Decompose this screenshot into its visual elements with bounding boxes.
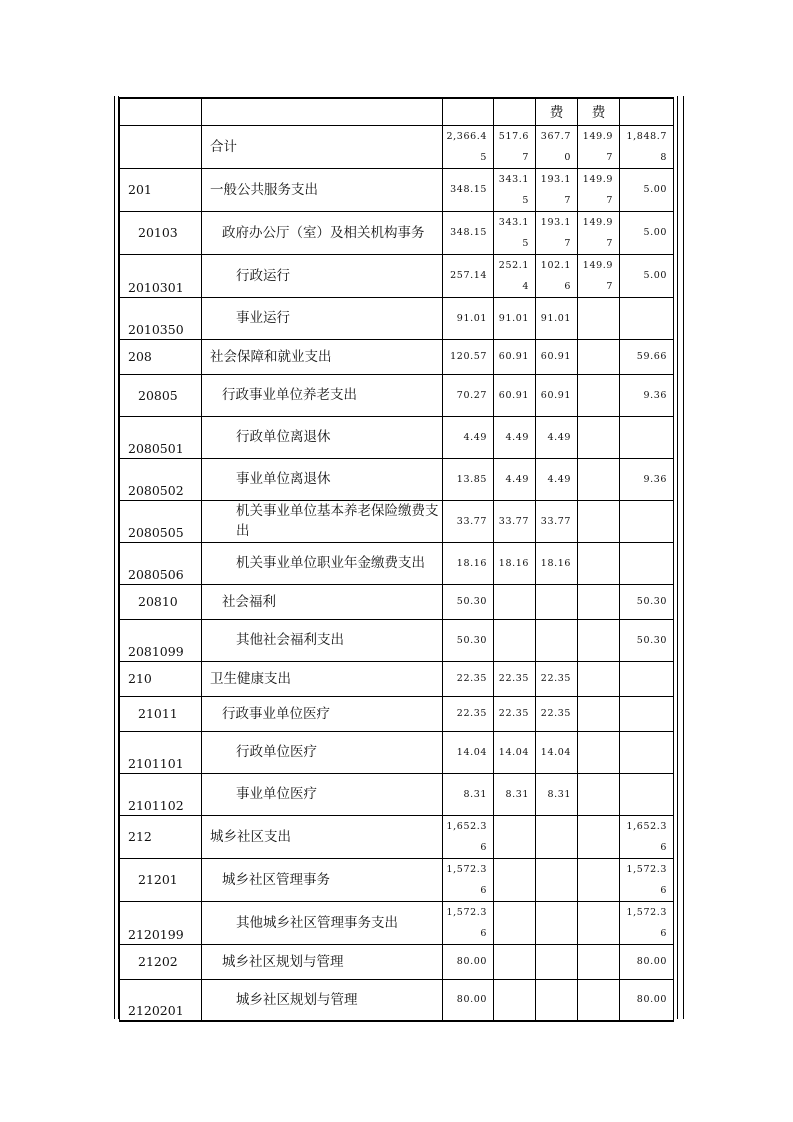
amount-cell-v3: 60.91 <box>536 339 578 374</box>
amount-cell-v3: 102.1 6 <box>536 254 578 297</box>
amount-cell-v2: 22.35 <box>494 661 536 696</box>
amount-cell-v1: 120.57 <box>443 339 494 374</box>
table-row <box>120 500 674 542</box>
amount-cell-v4 <box>578 374 620 416</box>
header-cell <box>202 98 443 125</box>
subject-name-cell: 事业单位离退休 <box>202 458 443 500</box>
amount-cell-v3 <box>536 619 578 661</box>
amount-cell-v5 <box>620 731 674 773</box>
amount-cell-v3: 22.35 <box>536 661 578 696</box>
subject-name-cell: 其他城乡社区管理事务支出 <box>202 901 443 944</box>
amount-cell-v5: 1,652.3 6 <box>620 815 674 858</box>
amount-cell-v5: 9.36 <box>620 458 674 500</box>
amount-cell-v1: 8.31 <box>443 773 494 815</box>
subject-code-cell: 208 <box>120 339 202 374</box>
amount-cell-v2: 14.04 <box>494 731 536 773</box>
amount-cell-v4 <box>578 731 620 773</box>
subject-name-cell: 行政单位医疗 <box>202 731 443 773</box>
table-row <box>120 374 674 416</box>
subject-name-cell: 机关事业单位基本养老保险缴费支出 <box>202 500 443 542</box>
subject-code-cell: 2101102 <box>120 773 202 815</box>
amount-cell-v2: 8.31 <box>494 773 536 815</box>
table-row <box>120 773 674 815</box>
table-row <box>120 858 674 901</box>
subject-code-cell: 2010301 <box>120 254 202 297</box>
subject-code-cell: 210 <box>120 661 202 696</box>
amount-cell-v5 <box>620 542 674 584</box>
subject-code-cell: 21201 <box>120 858 202 901</box>
table-row <box>120 416 674 458</box>
amount-cell-v3: 4.49 <box>536 416 578 458</box>
subject-name-cell: 城乡社区规划与管理 <box>202 979 443 1021</box>
amount-cell-v2 <box>494 815 536 858</box>
amount-cell-v5 <box>620 696 674 731</box>
header-cell <box>494 98 536 125</box>
subject-name-cell: 其他社会福利支出 <box>202 619 443 661</box>
amount-cell-v3: 60.91 <box>536 374 578 416</box>
subject-name-cell: 卫生健康支出 <box>202 661 443 696</box>
header-cell <box>443 98 494 125</box>
table-row <box>120 619 674 661</box>
amount-cell-v2: 343.1 5 <box>494 211 536 254</box>
table-row <box>120 696 674 731</box>
amount-cell-v3: 33.77 <box>536 500 578 542</box>
amount-cell-v3 <box>536 815 578 858</box>
amount-cell-v4: 149.9 7 <box>578 211 620 254</box>
table-row <box>120 458 674 500</box>
amount-cell-v2 <box>494 979 536 1021</box>
amount-cell-v4 <box>578 339 620 374</box>
subject-name-cell: 行政运行 <box>202 254 443 297</box>
amount-cell-v4 <box>578 696 620 731</box>
amount-cell-v1: 348.15 <box>443 211 494 254</box>
amount-cell-v4 <box>578 458 620 500</box>
amount-cell-v5 <box>620 297 674 339</box>
amount-cell-v2: 22.35 <box>494 696 536 731</box>
amount-cell-v5 <box>620 500 674 542</box>
table-row <box>120 297 674 339</box>
amount-cell-v5: 1,572.3 6 <box>620 901 674 944</box>
amount-cell-v1: 4.49 <box>443 416 494 458</box>
amount-cell-v3: 4.49 <box>536 458 578 500</box>
amount-cell-v4 <box>578 416 620 458</box>
amount-cell-v2: 252.1 4 <box>494 254 536 297</box>
amount-cell-v5 <box>620 416 674 458</box>
amount-cell-v2: 4.49 <box>494 416 536 458</box>
amount-cell-v1: 18.16 <box>443 542 494 584</box>
amount-cell-v3 <box>536 901 578 944</box>
amount-cell-v4 <box>578 944 620 979</box>
subject-name-cell: 社会福利 <box>202 584 443 619</box>
amount-cell-v2 <box>494 584 536 619</box>
amount-cell-v1: 2,366.4 5 <box>443 125 494 168</box>
amount-cell-v5: 59.66 <box>620 339 674 374</box>
amount-cell-v2: 517.6 7 <box>494 125 536 168</box>
amount-cell-v3 <box>536 584 578 619</box>
amount-cell-v4 <box>578 901 620 944</box>
subject-name-cell: 城乡社区支出 <box>202 815 443 858</box>
header-cell <box>120 98 202 125</box>
table-row <box>120 211 674 254</box>
subject-name-cell: 社会保障和就业支出 <box>202 339 443 374</box>
subject-name-cell: 事业运行 <box>202 297 443 339</box>
amount-cell-v1: 80.00 <box>443 944 494 979</box>
amount-cell-v1: 22.35 <box>443 696 494 731</box>
amount-cell-v3: 8.31 <box>536 773 578 815</box>
subject-name-cell: 机关事业单位职业年金缴费支出 <box>202 542 443 584</box>
amount-cell-v2: 60.91 <box>494 339 536 374</box>
subject-name-cell: 事业单位医疗 <box>202 773 443 815</box>
subject-code-cell: 2120201 <box>120 979 202 1021</box>
amount-cell-v3 <box>536 979 578 1021</box>
amount-cell-v3: 14.04 <box>536 731 578 773</box>
amount-cell-v3: 22.35 <box>536 696 578 731</box>
amount-cell-v5: 80.00 <box>620 979 674 1021</box>
amount-cell-v1: 50.30 <box>443 584 494 619</box>
amount-cell-v5: 80.00 <box>620 944 674 979</box>
subject-code-cell: 20805 <box>120 374 202 416</box>
subject-code-cell: 212 <box>120 815 202 858</box>
subject-name-cell: 政府办公厅（室）及相关机构事务 <box>202 211 443 254</box>
budget-expenditure-table <box>119 97 674 1022</box>
table-row <box>120 254 674 297</box>
amount-cell-v1: 91.01 <box>443 297 494 339</box>
subject-name-cell: 一般公共服务支出 <box>202 168 443 211</box>
amount-cell-v1: 13.85 <box>443 458 494 500</box>
subject-code-cell: 2080505 <box>120 500 202 542</box>
table-header-row <box>120 98 674 125</box>
amount-cell-v3: 193.1 7 <box>536 211 578 254</box>
subject-code-cell: 2080502 <box>120 458 202 500</box>
amount-cell-v4 <box>578 773 620 815</box>
amount-cell-v4: 149.9 7 <box>578 254 620 297</box>
subject-code-cell: 20810 <box>120 584 202 619</box>
subject-code-cell: 2101101 <box>120 731 202 773</box>
subject-name-cell: 行政单位离退休 <box>202 416 443 458</box>
amount-cell-v2: 343.1 5 <box>494 168 536 211</box>
amount-cell-v5: 1,848.7 8 <box>620 125 674 168</box>
amount-cell-v1: 14.04 <box>443 731 494 773</box>
table-row <box>120 125 674 168</box>
amount-cell-v4 <box>578 661 620 696</box>
amount-cell-v1: 1,572.3 6 <box>443 858 494 901</box>
table-row <box>120 815 674 858</box>
amount-cell-v2: 4.49 <box>494 458 536 500</box>
amount-cell-v5: 5.00 <box>620 211 674 254</box>
amount-cell-v1: 50.30 <box>443 619 494 661</box>
amount-cell-v4 <box>578 979 620 1021</box>
subject-name-cell: 行政事业单位养老支出 <box>202 374 443 416</box>
amount-cell-v2 <box>494 944 536 979</box>
amount-cell-v3 <box>536 944 578 979</box>
subject-code-cell: 20103 <box>120 211 202 254</box>
frame-rule-right <box>677 96 678 1019</box>
amount-cell-v1: 1,652.3 6 <box>443 815 494 858</box>
amount-cell-v2 <box>494 619 536 661</box>
table-row <box>120 901 674 944</box>
table-row <box>120 944 674 979</box>
amount-cell-v3: 91.01 <box>536 297 578 339</box>
amount-cell-v4 <box>578 297 620 339</box>
amount-cell-v2: 91.01 <box>494 297 536 339</box>
amount-cell-v3: 367.7 0 <box>536 125 578 168</box>
amount-cell-v3: 193.1 7 <box>536 168 578 211</box>
subject-code-cell: 21202 <box>120 944 202 979</box>
amount-cell-v1: 70.27 <box>443 374 494 416</box>
amount-cell-v5 <box>620 773 674 815</box>
header-cell <box>620 98 674 125</box>
amount-cell-v5: 1,572.3 6 <box>620 858 674 901</box>
subject-code-cell: 2120199 <box>120 901 202 944</box>
table-row <box>120 661 674 696</box>
amount-cell-v4 <box>578 500 620 542</box>
amount-cell-v1: 1,572.3 6 <box>443 901 494 944</box>
table-row <box>120 168 674 211</box>
amount-cell-v3: 18.16 <box>536 542 578 584</box>
subject-code-cell <box>120 125 202 168</box>
amount-cell-v2: 18.16 <box>494 542 536 584</box>
subject-name-cell: 城乡社区规划与管理 <box>202 944 443 979</box>
subject-name-cell: 合计 <box>202 125 443 168</box>
subject-name-cell: 城乡社区管理事务 <box>202 858 443 901</box>
amount-cell-v5: 9.36 <box>620 374 674 416</box>
header-cell-fee: 费 <box>578 98 620 125</box>
amount-cell-v4: 149.9 7 <box>578 168 620 211</box>
amount-cell-v5: 5.00 <box>620 254 674 297</box>
amount-cell-v2: 33.77 <box>494 500 536 542</box>
header-cell-fee: 费 <box>536 98 578 125</box>
subject-code-cell: 2081099 <box>120 619 202 661</box>
subject-code-cell: 21011 <box>120 696 202 731</box>
amount-cell-v4 <box>578 584 620 619</box>
table-row <box>120 979 674 1021</box>
amount-cell-v2 <box>494 858 536 901</box>
amount-cell-v1: 348.15 <box>443 168 494 211</box>
table-row <box>120 339 674 374</box>
amount-cell-v5 <box>620 661 674 696</box>
amount-cell-v4 <box>578 619 620 661</box>
amount-cell-v5: 50.30 <box>620 619 674 661</box>
amount-cell-v5: 5.00 <box>620 168 674 211</box>
subject-code-cell: 2080506 <box>120 542 202 584</box>
amount-cell-v1: 22.35 <box>443 661 494 696</box>
amount-cell-v3 <box>536 858 578 901</box>
subject-code-cell: 2010350 <box>120 297 202 339</box>
amount-cell-v4 <box>578 858 620 901</box>
amount-cell-v2: 60.91 <box>494 374 536 416</box>
amount-cell-v4: 149.9 7 <box>578 125 620 168</box>
amount-cell-v5: 50.30 <box>620 584 674 619</box>
amount-cell-v1: 257.14 <box>443 254 494 297</box>
amount-cell-v4 <box>578 542 620 584</box>
amount-cell-v4 <box>578 815 620 858</box>
table-row <box>120 584 674 619</box>
subject-code-cell: 2080501 <box>120 416 202 458</box>
table-row <box>120 542 674 584</box>
table-row <box>120 731 674 773</box>
amount-cell-v1: 80.00 <box>443 979 494 1021</box>
amount-cell-v1: 33.77 <box>443 500 494 542</box>
subject-name-cell: 行政事业单位医疗 <box>202 696 443 731</box>
subject-code-cell: 201 <box>120 168 202 211</box>
amount-cell-v2 <box>494 901 536 944</box>
